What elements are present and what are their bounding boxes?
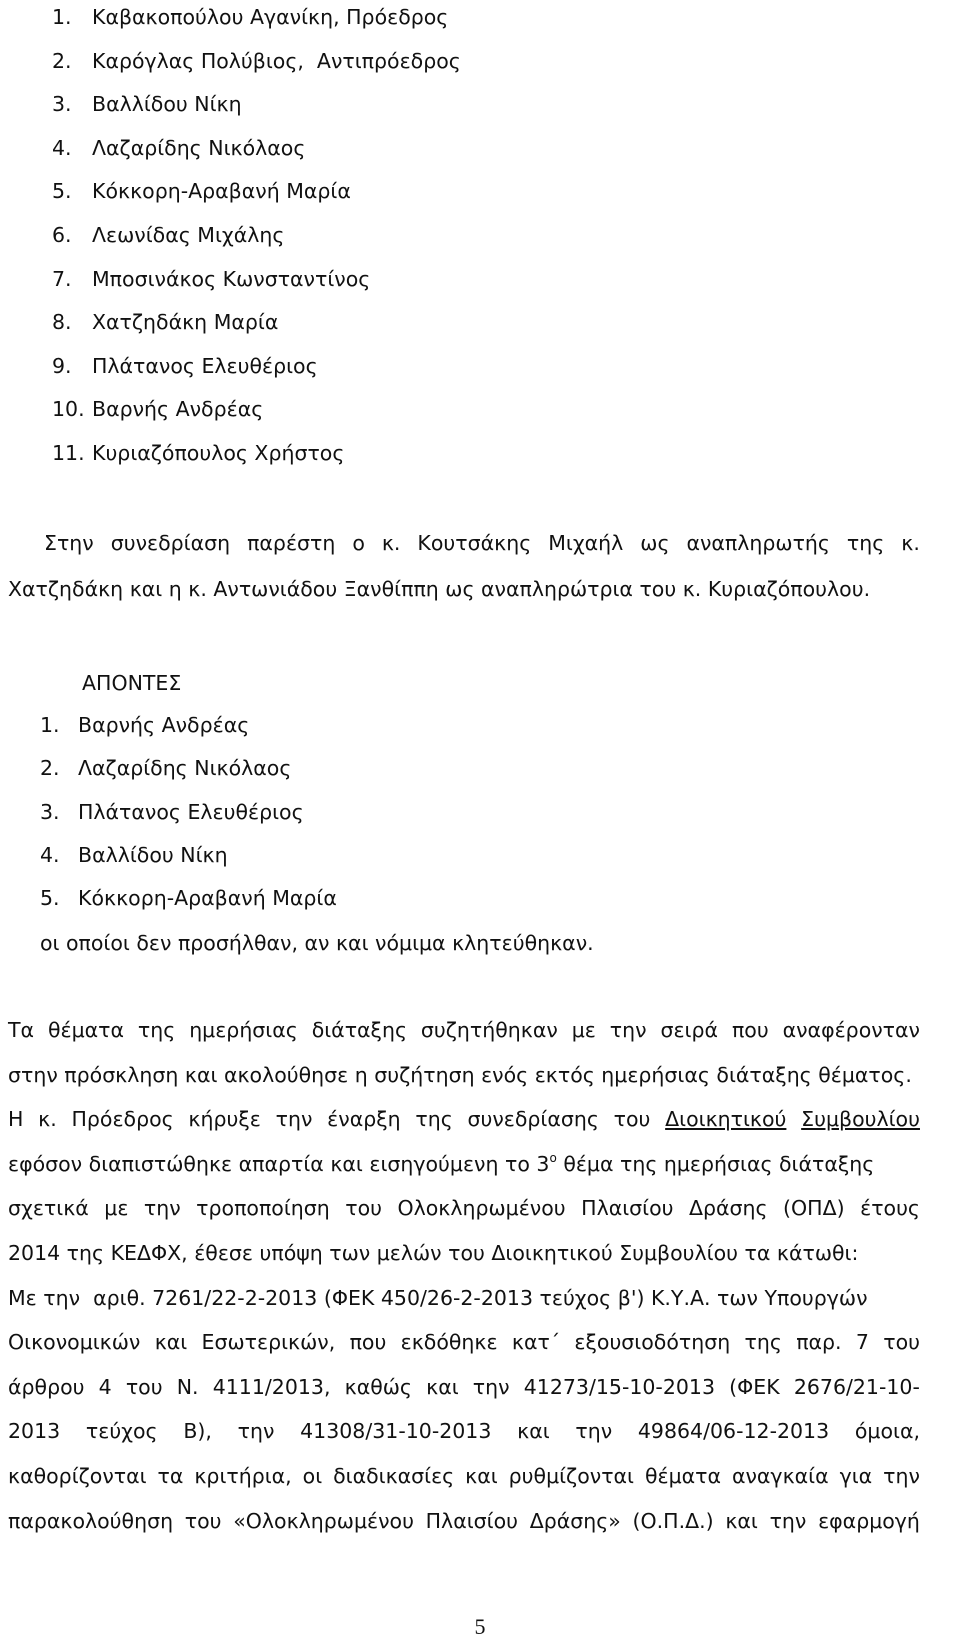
item-number: 4.	[40, 842, 60, 867]
list-item	[52, 264, 461, 308]
word: όμοια,	[854, 1419, 920, 1444]
word: Οικονομικών	[8, 1330, 141, 1355]
word: αναφέρονταν	[782, 1018, 920, 1042]
word: 2013	[8, 1419, 61, 1444]
word: τεύχος	[85, 1419, 158, 1444]
word: του	[184, 1508, 222, 1533]
word: τα	[157, 1463, 184, 1488]
list-item	[52, 176, 461, 220]
word: παρακολούθηση	[8, 1508, 174, 1533]
member-name: Βαλλίδου Νίκη	[92, 92, 242, 117]
superscript: ο	[549, 1150, 557, 1165]
word: 49864/06-12-2013	[637, 1419, 830, 1444]
list-item	[40, 797, 337, 840]
word: (ΟΠΔ)	[783, 1196, 845, 1221]
item-number: 7.	[52, 266, 72, 291]
word: την	[769, 1508, 807, 1533]
word: άρθρου	[8, 1374, 85, 1399]
word: συνεδρίασης	[467, 1107, 599, 1132]
word: «Ολοκληρωμένου	[233, 1508, 414, 1533]
item-number: 3.	[52, 92, 72, 117]
word: και	[517, 1419, 550, 1444]
list-item	[52, 394, 461, 438]
paragraph-line	[8, 1372, 920, 1417]
list-item	[52, 46, 461, 90]
item-number: 2.	[40, 756, 60, 781]
attendance-paragraph	[8, 528, 920, 604]
member-name: Βαλλίδου Νίκη	[78, 842, 228, 867]
member-name: Χατζηδάκη Μαρία	[92, 310, 279, 335]
word: για	[839, 1463, 873, 1488]
word: 4	[98, 1374, 112, 1399]
item-number: 3.	[40, 799, 60, 824]
word: εκδόθηκε	[400, 1330, 498, 1355]
word: παρ.	[796, 1330, 842, 1355]
word: κατ΄	[511, 1330, 561, 1355]
word: του	[345, 1196, 382, 1221]
item-number: 11.	[52, 440, 85, 465]
list-item	[52, 89, 461, 133]
list-item	[40, 710, 337, 753]
word: την	[237, 1419, 275, 1444]
word: 41308/31-10-2013	[300, 1419, 492, 1444]
word: αναπληρωτής	[686, 531, 830, 555]
word: κ.	[38, 1107, 57, 1132]
list-item	[52, 307, 461, 351]
member-name: Καρόγλας Πολύβιος, Αντιπρόεδρος	[92, 48, 461, 73]
paragraph-line	[8, 1149, 920, 1194]
word: θέματα	[47, 1018, 124, 1042]
page-number: 5	[474, 1614, 486, 1639]
word: εφαρμογή	[818, 1508, 920, 1533]
member-name: Καβακοπούλου Αγανίκη, Πρόεδρος	[92, 5, 449, 29]
word: και	[426, 1374, 459, 1399]
word: ως	[640, 531, 670, 555]
absent-members-list	[40, 710, 337, 926]
paragraph-line: Με την αριθ. 7261/22-2-2013 (ΦΕΚ 450/26-2-2013 τεύχος β') Κ.Υ.Α. των Υπουργών	[8, 1285, 868, 1310]
paragraph-line	[8, 1506, 920, 1551]
word: που	[731, 1018, 769, 1042]
paragraph-line	[8, 1416, 920, 1461]
member-name: Λαζαρίδης Νικόλαος	[92, 135, 306, 160]
word: τροποποίηση	[196, 1196, 330, 1221]
word: διάταξης	[311, 1018, 408, 1042]
word: θέματα	[644, 1463, 721, 1488]
word: Δράσης	[688, 1196, 768, 1221]
word-underlined: Διοικητικού	[665, 1107, 787, 1132]
item-number: 5.	[52, 179, 72, 204]
word: ρυθμίζονται	[508, 1463, 634, 1488]
word: καθώς	[344, 1374, 412, 1399]
word: Ολοκληρωμένου	[397, 1196, 566, 1221]
word: και	[725, 1508, 758, 1533]
word: κ.	[381, 531, 401, 555]
paragraph-line	[8, 1104, 920, 1149]
paragraph-line: Χατζηδάκη και η κ. Αντωνιάδου Ξανθίππη ως αναπληρώτρια του κ. Κυριαζόπουλου.	[8, 577, 871, 601]
word: της	[415, 1107, 453, 1132]
word: 2676/21-10-	[793, 1374, 920, 1399]
word: παρέστη	[247, 531, 336, 555]
word: (ΦΕΚ	[729, 1374, 780, 1399]
word: της	[137, 1018, 176, 1042]
word: εξουσιοδότηση	[574, 1330, 731, 1355]
word: ημερήσιας	[189, 1018, 298, 1042]
word: Στην	[44, 531, 94, 555]
member-name: Πλάτανος Ελευθέριος	[78, 799, 304, 824]
word: Μιχαήλ	[548, 531, 624, 555]
paragraph-line: στην πρόσκληση και ακολούθησε η συζήτηση ενός εκτός ημερήσιας διάταξης θέματος.	[8, 1062, 912, 1087]
word: Β),	[183, 1419, 212, 1444]
word: με	[571, 1018, 596, 1042]
word: Δράσης»	[529, 1508, 621, 1533]
word: και	[465, 1463, 498, 1488]
item-number: 2.	[52, 48, 72, 73]
word: κ.	[901, 531, 920, 555]
word: την	[472, 1374, 510, 1399]
member-name: Κυριαζόπουλος Χρήστος	[92, 440, 345, 465]
absent-heading: ΑΠΟΝΤΕΣ	[82, 671, 182, 695]
member-name: Πλάτανος Ελευθέριος	[92, 353, 318, 378]
word: συζητήθηκαν	[420, 1018, 558, 1042]
absent-note: οι οποίοι δεν προσήλθαν, αν και νόμιμα κλητεύθηκαν.	[40, 931, 594, 955]
list-item	[52, 438, 461, 482]
list-item	[52, 351, 461, 395]
word: Πρόεδρος	[71, 1107, 174, 1132]
paragraph-line: 2014 της ΚΕΔΦΧ, έθεσε υπόψη των μελών του Διοικητικού Συμβουλίου τα κάτωθι:	[8, 1240, 859, 1265]
word: Η	[8, 1107, 24, 1132]
word: αναγκαία	[731, 1463, 829, 1488]
word: του	[883, 1330, 920, 1355]
word: (Ο.Π.Δ.)	[632, 1508, 714, 1533]
word: την	[275, 1107, 313, 1132]
word: κήρυξε	[188, 1107, 261, 1132]
minutes-body	[8, 1015, 920, 1550]
member-name: Μποσινάκος Κωνσταντίνος	[92, 266, 371, 291]
word: σχετικά	[8, 1196, 89, 1221]
item-number: 5.	[40, 886, 60, 911]
word: συνεδρίαση	[110, 531, 231, 555]
member-name: Λεωνίδας Μιχάλης	[92, 222, 285, 247]
word: έναρξη	[327, 1107, 401, 1132]
word: 7	[855, 1330, 869, 1355]
member-name: Βαρνής Ανδρέας	[78, 713, 250, 737]
item-number: 8.	[52, 310, 72, 335]
word: με	[104, 1196, 129, 1221]
word: έτους	[860, 1196, 920, 1221]
word: του	[613, 1107, 651, 1132]
list-item	[52, 2, 461, 46]
member-name: Κόκκορη-Αραβανή Μαρία	[78, 886, 337, 911]
word: την	[883, 1463, 920, 1488]
item-number: 10.	[52, 397, 85, 422]
item-number: 1.	[52, 5, 72, 29]
word: την	[575, 1419, 613, 1444]
paragraph-line	[8, 1461, 920, 1506]
word: που	[349, 1330, 387, 1355]
list-item	[40, 883, 337, 926]
list-item	[52, 220, 461, 264]
item-number: 6.	[52, 222, 72, 247]
board-members-list	[52, 2, 461, 482]
text-run: θέμα της ημερήσιας διάταξης	[556, 1151, 875, 1176]
word: καθορίζονται	[8, 1463, 147, 1488]
word-underlined: Συμβουλίου	[801, 1107, 920, 1132]
word: Πλαισίου	[581, 1196, 674, 1221]
word: του	[125, 1374, 163, 1399]
paragraph-line	[8, 1327, 920, 1372]
word: και	[154, 1330, 188, 1355]
list-item	[52, 133, 461, 177]
word: την	[609, 1018, 647, 1042]
paragraph-line	[8, 528, 920, 558]
word: 4111/2013,	[212, 1374, 331, 1399]
word: οι	[302, 1463, 323, 1488]
list-item	[40, 753, 337, 796]
word: ο	[352, 531, 365, 555]
word: Τα	[8, 1018, 35, 1042]
paragraph-line	[8, 1015, 920, 1060]
item-number: 1.	[40, 713, 60, 737]
word: διαδικασίες	[333, 1463, 455, 1488]
text-run: εφόσον διαπιστώθηκε απαρτία και εισηγούμενη το 3	[8, 1151, 550, 1176]
word: την	[143, 1196, 181, 1221]
paragraph-line	[8, 1193, 920, 1238]
word: 41273/15-10-2013	[523, 1374, 715, 1399]
member-name: Κόκκορη-Αραβανή Μαρία	[92, 179, 351, 204]
list-item	[40, 840, 337, 883]
word: της	[744, 1330, 782, 1355]
item-number: 9.	[52, 353, 72, 378]
word: Κουτσάκης	[417, 531, 532, 555]
word: Ν.	[176, 1374, 199, 1399]
word: της	[846, 531, 885, 555]
word: Πλαισίου	[425, 1508, 518, 1533]
member-name: Βαρνής Ανδρέας	[92, 397, 264, 422]
word: Εσωτερικών,	[201, 1330, 336, 1355]
item-number: 4.	[52, 135, 72, 160]
word: κριτήρια,	[194, 1463, 292, 1488]
word: σειρά	[660, 1018, 719, 1042]
member-name: Λαζαρίδης Νικόλαος	[78, 756, 292, 781]
